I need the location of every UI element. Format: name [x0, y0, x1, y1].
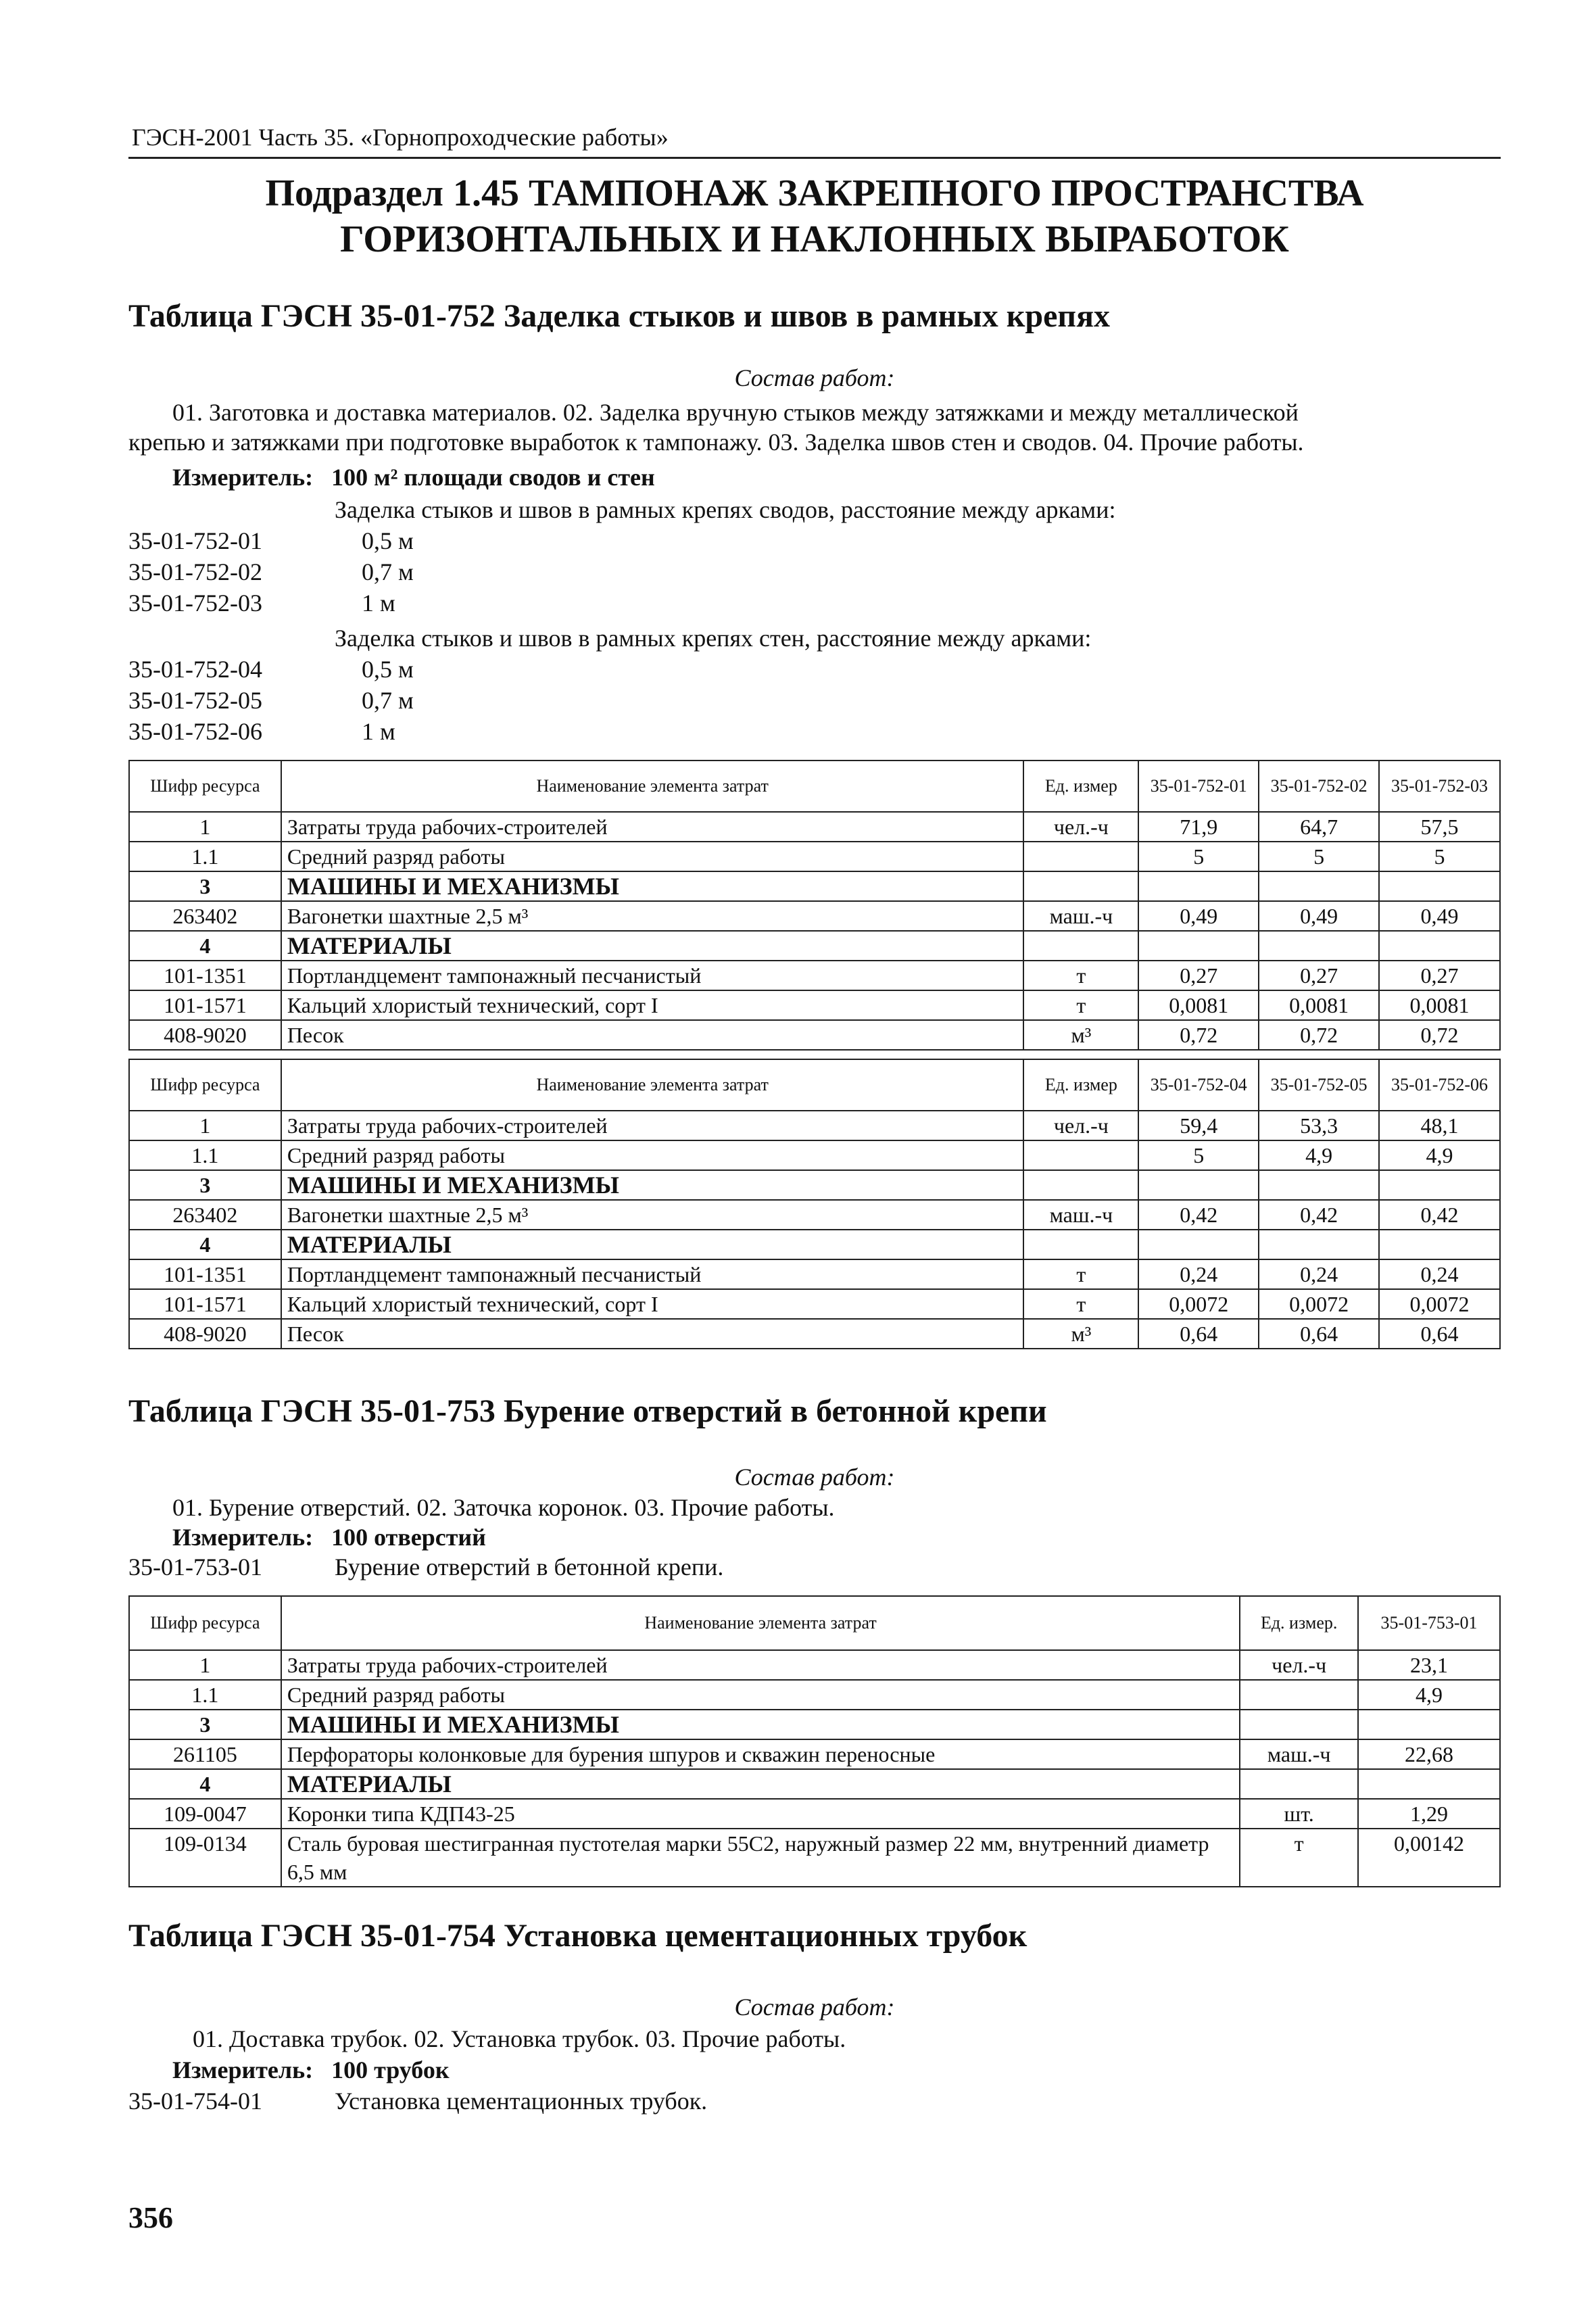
meter-label: Измеритель: [172, 2056, 314, 2083]
col-header-norm: 35-01-752-06 [1379, 1059, 1500, 1111]
col-header-unit: Ед. измер [1023, 761, 1138, 812]
table-753-title: Таблица ГЭСН 35-01-753 Бурение отверстий в бетонной крепи [128, 1393, 1047, 1429]
cell-code: 4 [129, 1769, 281, 1799]
list-item-value: 1 м [362, 718, 395, 745]
meter-value: 100 отверстий [331, 1524, 486, 1551]
t753-composition-label: Состав работ: [734, 1464, 895, 1491]
table-row [129, 1111, 1500, 1140]
cell-name: Затраты труда рабочих-строителей [281, 1111, 1024, 1140]
cell-value: 0,0081 [1379, 990, 1500, 1020]
cell-value: 0,27 [1259, 961, 1379, 990]
t754-meter [172, 2055, 450, 2085]
cell-code: 1 [129, 1650, 281, 1680]
table-row [129, 1829, 1500, 1887]
col-header-norm: 35-01-752-05 [1259, 1059, 1379, 1111]
cell-value: 0,72 [1379, 1020, 1500, 1050]
t752-composition-line1: 01. Заготовка и доставка материалов. 02. Заделка вручную стыков между затяжками и между металлической [172, 399, 1299, 426]
cell-value: 5 [1138, 842, 1259, 871]
table-row [129, 1739, 1500, 1769]
cell-code: 101-1571 [129, 1289, 281, 1319]
cell-unit [1240, 1680, 1358, 1710]
cell-name: Вагонетки шахтные 2,5 м³ [281, 1200, 1024, 1230]
cost-table-753 [128, 1595, 1501, 1887]
cell-unit: т [1023, 1259, 1138, 1289]
list-item [128, 717, 262, 746]
cost-table-752-a [128, 760, 1501, 1051]
list-item [128, 685, 262, 715]
cell-name: Сталь буровая шестигранная пустотелая марки 55С2, наружный размер 22 мм, внутренний диаметр 6,5 мм [281, 1829, 1240, 1887]
cell-code: 408-9020 [129, 1319, 281, 1349]
cell-value: 5 [1259, 842, 1379, 871]
subsection-title-line2: ГОРИЗОНТАЛЬНЫХ И НАКЛОННЫХ ВЫРАБОТОК [340, 218, 1289, 260]
cell-code: 263402 [129, 1200, 281, 1230]
t752-meter [172, 462, 655, 492]
cell-value: 59,4 [1138, 1111, 1259, 1140]
cell-name: Кальций хлористый технический, сорт I [281, 1289, 1024, 1319]
meter-value: 100 м² площади сводов и стен [331, 464, 655, 491]
cost-table-752-b [128, 1059, 1501, 1349]
list-item [128, 557, 262, 587]
col-header-name: Наименование элемента затрат [281, 1059, 1024, 1111]
section-row [129, 1710, 1500, 1739]
cell-name: Вагонетки шахтные 2,5 м³ [281, 901, 1024, 931]
list-item-value: 1 м [362, 589, 395, 617]
cell-code: 1 [129, 812, 281, 842]
t754-composition-line1: 01. Доставка трубок. 02. Установка трубок. 03. Прочие работы. [193, 2025, 846, 2052]
cell-value: 0,00142 [1358, 1829, 1500, 1887]
cell-unit [1023, 1140, 1138, 1170]
cell-name: Средний разряд работы [281, 842, 1024, 871]
cell-value: 0,64 [1259, 1319, 1379, 1349]
col-header-code: Шифр ресурса [129, 1596, 281, 1650]
table-row [129, 1259, 1500, 1289]
col-header-unit: Ед. измер [1023, 1059, 1138, 1111]
cell-value: 57,5 [1379, 812, 1500, 842]
cell-code: 4 [129, 1230, 281, 1259]
cell-name: Перфораторы колонковые для бурения шпуров и скважин переносные [281, 1739, 1240, 1769]
cell-value: 53,3 [1259, 1111, 1379, 1140]
cell-unit: т [1023, 961, 1138, 990]
cell-unit: шт. [1240, 1799, 1358, 1829]
cell-value: 0,72 [1259, 1020, 1379, 1050]
cell-code: 3 [129, 1170, 281, 1200]
list-item [128, 588, 262, 618]
cell-name: Затраты труда рабочих-строителей [281, 812, 1024, 842]
section-heading: МАТЕРИАЛЫ [281, 1230, 1024, 1259]
list-item-value: 0,5 м [362, 656, 414, 683]
cell-value: 0,24 [1379, 1259, 1500, 1289]
t752-composition-line2: крепью и затяжками при подготовке выработок к тампонажу. 03. Заделка швов стен и сводов. 04. Прочие работы. [128, 429, 1304, 456]
table-row [129, 901, 1500, 931]
col-header-norm: 35-01-752-04 [1138, 1059, 1259, 1111]
cell-code: 101-1351 [129, 961, 281, 990]
cell-unit: т [1023, 1289, 1138, 1319]
col-header-code: Шифр ресурса [129, 761, 281, 812]
t754-item-code: 35-01-754-01 [128, 2088, 262, 2115]
cell-unit: маш.-ч [1240, 1739, 1358, 1769]
item-code: 35-01-752-04 [128, 656, 262, 683]
cell-name: Средний разряд работы [281, 1140, 1024, 1170]
cell-name: Портландцемент тампонажный песчанистый [281, 1259, 1024, 1289]
col-header-norm: 35-01-752-01 [1138, 761, 1259, 812]
cell-name: Кальций хлористый технический, сорт I [281, 990, 1024, 1020]
col-header-norm: 35-01-753-01 [1358, 1596, 1500, 1650]
t752-group2-heading: Заделка стыков и швов в рамных крепях стен, расстояние между арками: [335, 625, 1092, 652]
cell-value: 0,0072 [1259, 1289, 1379, 1319]
cell-value: 0,42 [1379, 1200, 1500, 1230]
item-code: 35-01-752-03 [128, 589, 262, 617]
cell-value: 5 [1138, 1140, 1259, 1170]
cell-code: 1 [129, 1111, 281, 1140]
table-row [129, 1680, 1500, 1710]
section-row [129, 871, 1500, 901]
col-header-norm: 35-01-752-02 [1259, 761, 1379, 812]
cell-value: 0,49 [1138, 901, 1259, 931]
section-heading: МАШИНЫ И МЕХАНИЗМЫ [281, 871, 1024, 901]
t753-item-name: Бурение отверстий в бетонной крепи. [335, 1553, 724, 1581]
item-code: 35-01-752-01 [128, 527, 262, 554]
list-item [128, 526, 262, 556]
subsection-title-line1: Подраздел 1.45 ТАМПОНАЖ ЗАКРЕПНОГО ПРОСТРАНСТВА [265, 172, 1364, 214]
running-header: ГЭСН-2001 Часть 35. «Горнопроходческие работы» [132, 124, 669, 151]
item-code: 35-01-752-02 [128, 558, 262, 585]
cell-value: 0,24 [1259, 1259, 1379, 1289]
cell-unit: маш.-ч [1023, 901, 1138, 931]
t752-group1-heading: Заделка стыков и швов в рамных крепях сводов, расстояние между арками: [335, 496, 1116, 523]
page-number: 356 [128, 2201, 173, 2234]
list-item-value: 0,7 м [362, 687, 414, 714]
t754-composition-label: Состав работ: [734, 1994, 895, 2021]
section-heading: МАШИНЫ И МЕХАНИЗМЫ [281, 1710, 1240, 1739]
cell-name: Портландцемент тампонажный песчанистый [281, 961, 1024, 990]
cell-value: 0,27 [1379, 961, 1500, 990]
cell-value: 22,68 [1358, 1739, 1500, 1769]
cell-name: Средний разряд работы [281, 1680, 1240, 1710]
list-item-value: 0,7 м [362, 558, 414, 585]
t752-composition-label: Состав работ: [734, 364, 895, 391]
cell-code: 1.1 [129, 842, 281, 871]
table-row [129, 812, 1500, 842]
t753-meter [172, 1522, 486, 1552]
table-row [129, 1319, 1500, 1349]
table-row [129, 1289, 1500, 1319]
cell-code: 1.1 [129, 1140, 281, 1170]
table-754-title: Таблица ГЭСН 35-01-754 Установка цементационных трубок [128, 1918, 1027, 1954]
cell-value: 0,49 [1259, 901, 1379, 931]
cell-unit: чел.-ч [1023, 1111, 1138, 1140]
cell-name: Коронки типа КДП43-25 [281, 1799, 1240, 1829]
cell-value: 0,0081 [1259, 990, 1379, 1020]
cell-value: 0,64 [1379, 1319, 1500, 1349]
cell-unit: чел.-ч [1023, 812, 1138, 842]
cell-unit: т [1240, 1829, 1358, 1887]
cell-code: 4 [129, 931, 281, 961]
cell-value: 4,9 [1358, 1680, 1500, 1710]
cell-unit: м³ [1023, 1319, 1138, 1349]
cell-name: Песок [281, 1020, 1024, 1050]
table-row [129, 1650, 1500, 1680]
list-item [128, 654, 262, 684]
section-row [129, 1769, 1500, 1799]
cell-code: 3 [129, 871, 281, 901]
col-header-norm: 35-01-752-03 [1379, 761, 1500, 812]
cell-value: 0,42 [1259, 1200, 1379, 1230]
table-row [129, 1020, 1500, 1050]
cell-value: 0,0072 [1138, 1289, 1259, 1319]
table-row [129, 1799, 1500, 1829]
meter-value: 100 трубок [331, 2056, 450, 2083]
cell-value: 23,1 [1358, 1650, 1500, 1680]
cell-value: 4,9 [1259, 1140, 1379, 1170]
cell-value: 0,64 [1138, 1319, 1259, 1349]
cell-value: 0,0081 [1138, 990, 1259, 1020]
cell-code: 3 [129, 1710, 281, 1739]
cell-name: Затраты труда рабочих-строителей [281, 1650, 1240, 1680]
t754-item-name: Установка цементационных трубок. [335, 2088, 708, 2115]
section-heading: МАТЕРИАЛЫ [281, 1769, 1240, 1799]
table-752-title: Таблица ГЭСН 35-01-752 Заделка стыков и швов в рамных крепях [128, 298, 1111, 334]
cell-value: 0,49 [1379, 901, 1500, 931]
cell-code: 1.1 [129, 1680, 281, 1710]
cell-value: 48,1 [1379, 1111, 1500, 1140]
meter-label: Измеритель: [172, 464, 314, 491]
cell-code: 101-1571 [129, 990, 281, 1020]
item-code: 35-01-752-06 [128, 718, 262, 745]
cell-unit: маш.-ч [1023, 1200, 1138, 1230]
cell-code: 263402 [129, 901, 281, 931]
cell-unit [1023, 842, 1138, 871]
list-item-value: 0,5 м [362, 527, 414, 554]
cell-unit: чел.-ч [1240, 1650, 1358, 1680]
cell-value: 0,42 [1138, 1200, 1259, 1230]
cell-code: 101-1351 [129, 1259, 281, 1289]
cell-code: 109-0134 [129, 1829, 281, 1887]
cell-unit: т [1023, 990, 1138, 1020]
cell-code: 109-0047 [129, 1799, 281, 1829]
table-row [129, 990, 1500, 1020]
t753-item-code: 35-01-753-01 [128, 1553, 262, 1581]
meter-label: Измеритель: [172, 1524, 314, 1551]
cell-code: 261105 [129, 1739, 281, 1769]
table-row [129, 1200, 1500, 1230]
cell-name: Песок [281, 1319, 1024, 1349]
item-code: 35-01-752-05 [128, 687, 262, 714]
col-header-name: Наименование элемента затрат [281, 761, 1024, 812]
cell-value: 0,72 [1138, 1020, 1259, 1050]
cell-value: 4,9 [1379, 1140, 1500, 1170]
cell-value: 64,7 [1259, 812, 1379, 842]
cell-unit: м³ [1023, 1020, 1138, 1050]
table-row [129, 961, 1500, 990]
section-row [129, 1230, 1500, 1259]
table-row [129, 842, 1500, 871]
t753-composition-line1: 01. Бурение отверстий. 02. Заточка коронок. 03. Прочие работы. [172, 1494, 835, 1521]
cell-value: 5 [1379, 842, 1500, 871]
cell-value: 0,0072 [1379, 1289, 1500, 1319]
cell-value: 71,9 [1138, 812, 1259, 842]
section-row [129, 1170, 1500, 1200]
section-row [129, 931, 1500, 961]
col-header-unit: Ед. измер. [1240, 1596, 1358, 1650]
cell-value: 0,27 [1138, 961, 1259, 990]
col-header-name: Наименование элемента затрат [281, 1596, 1240, 1650]
table-row [129, 1140, 1500, 1170]
section-heading: МАТЕРИАЛЫ [281, 931, 1024, 961]
header-rule [128, 157, 1501, 159]
col-header-code: Шифр ресурса [129, 1059, 281, 1111]
cell-value: 0,24 [1138, 1259, 1259, 1289]
section-heading: МАШИНЫ И МЕХАНИЗМЫ [281, 1170, 1024, 1200]
cell-code: 408-9020 [129, 1020, 281, 1050]
cell-value: 1,29 [1358, 1799, 1500, 1829]
